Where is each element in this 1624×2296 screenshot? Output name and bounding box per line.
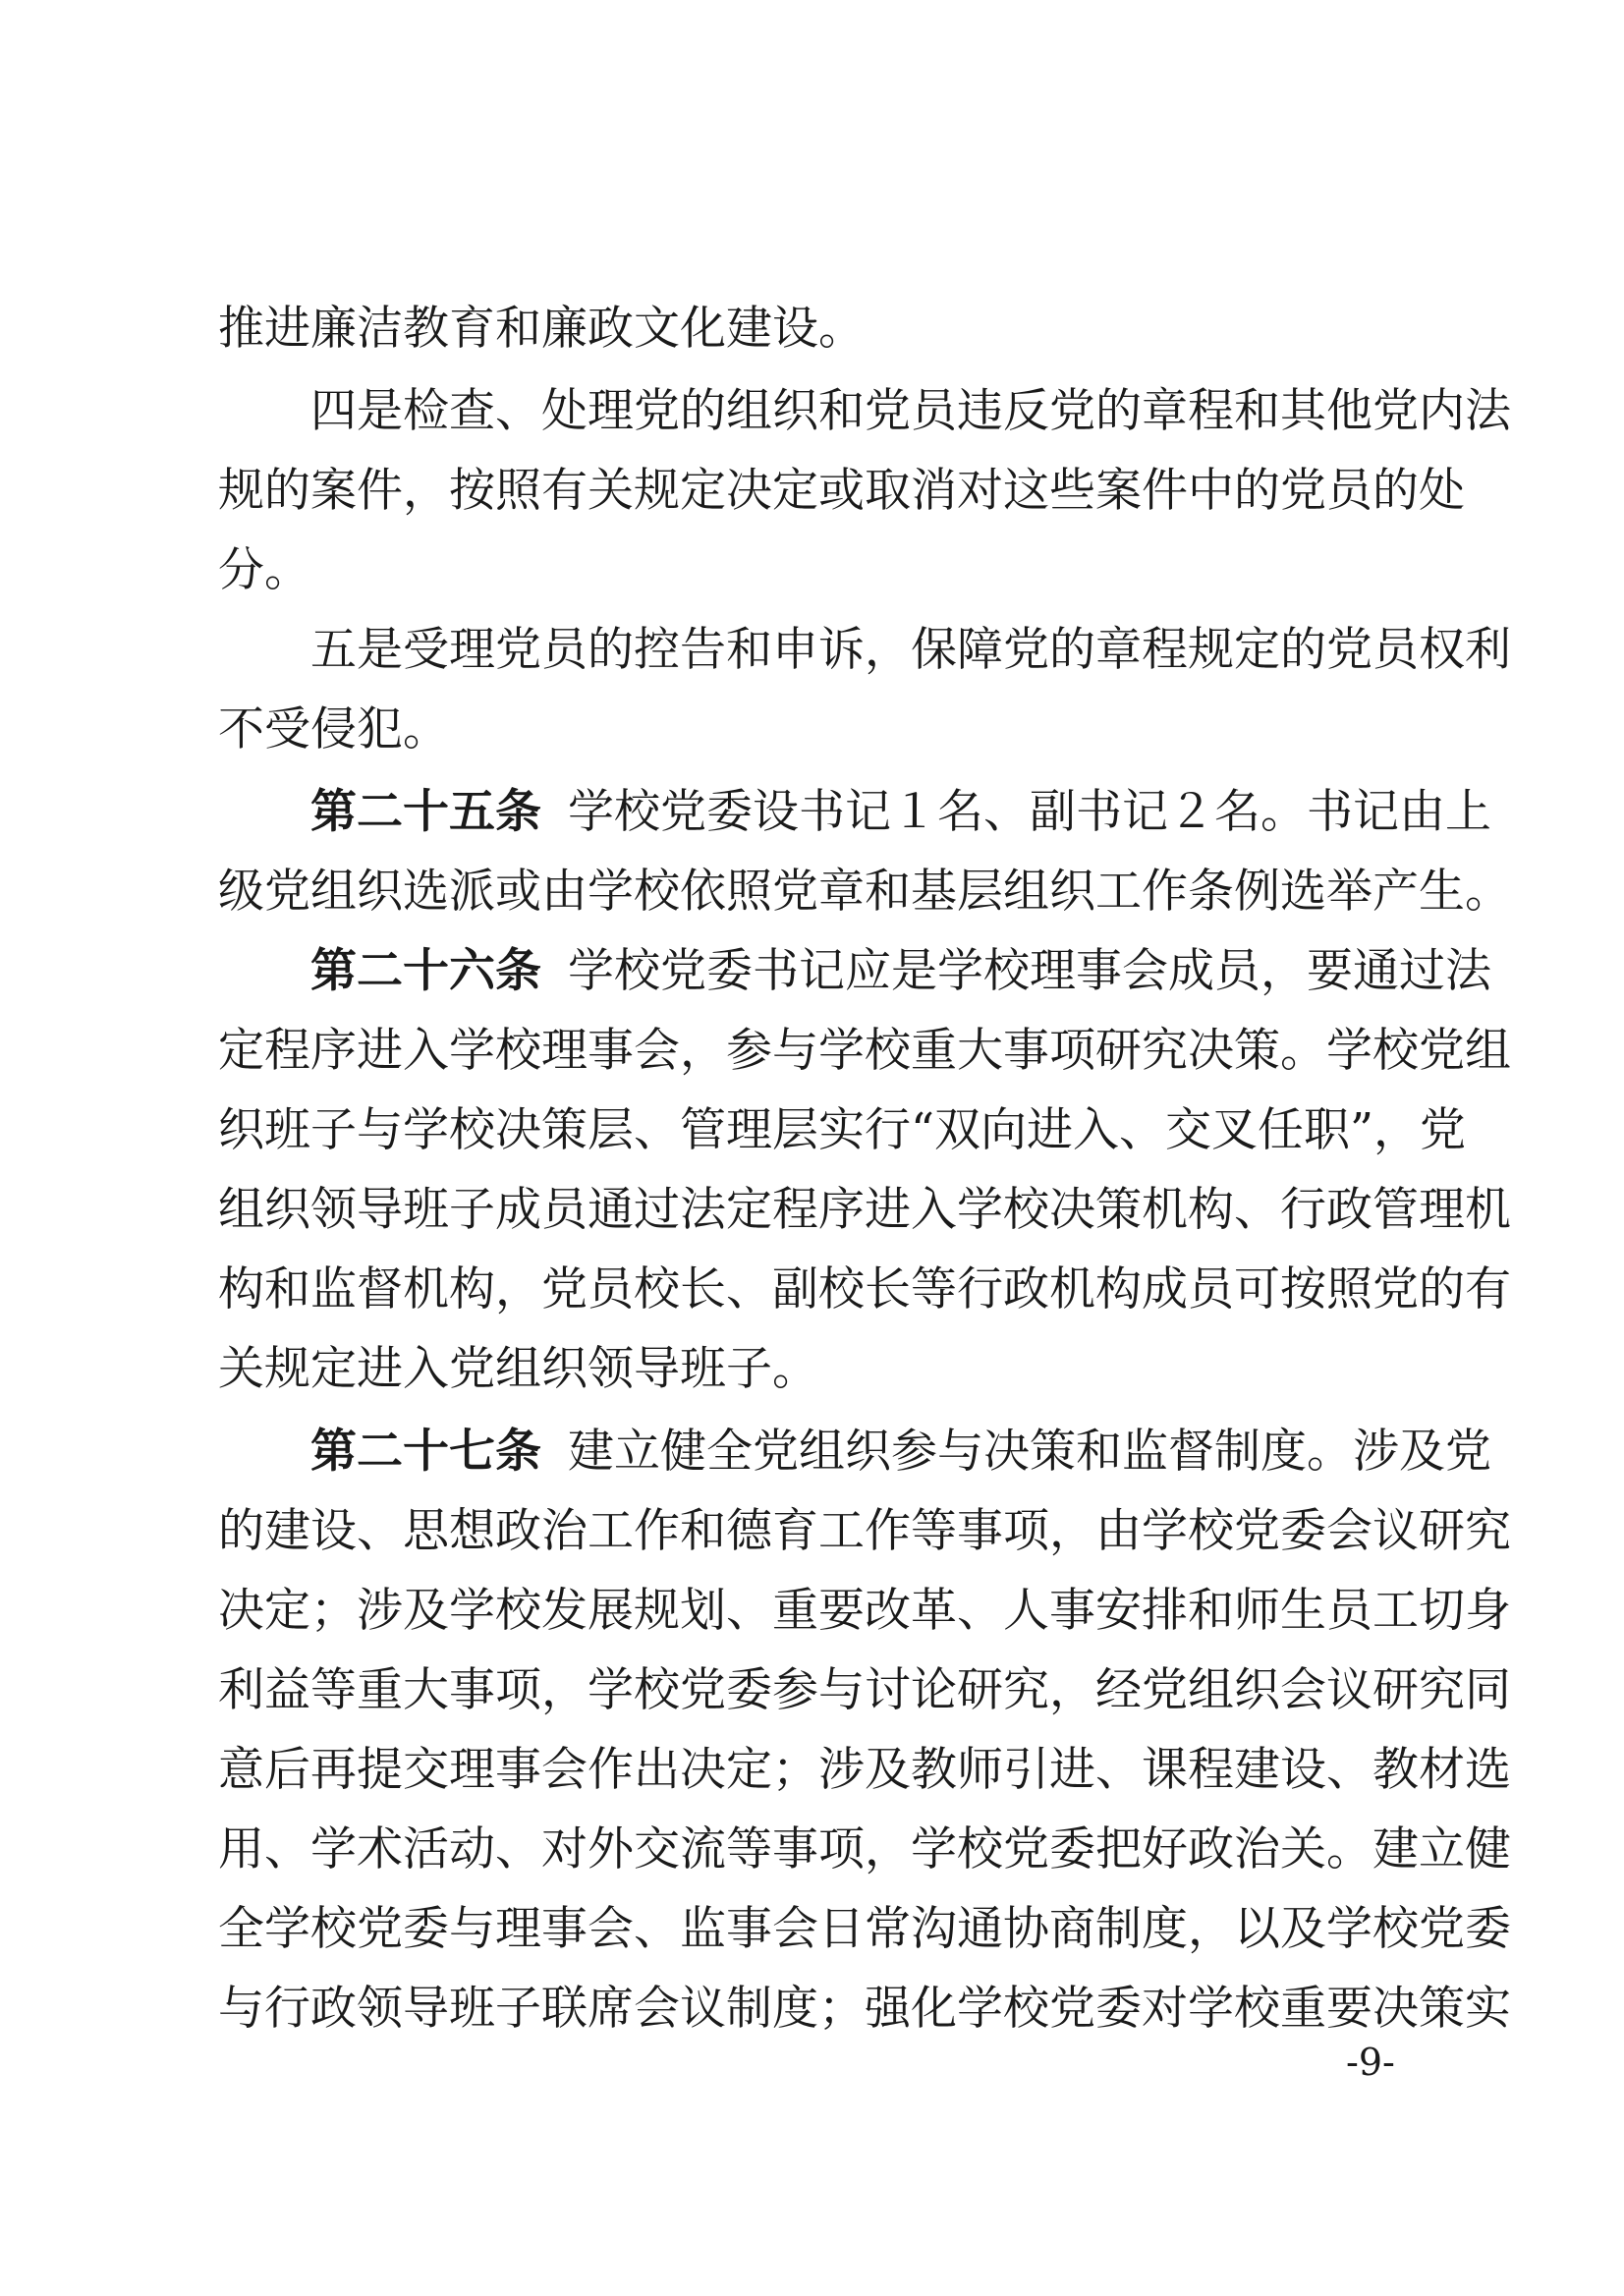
text-line: 组织领导班子成员通过法定程序进入学校决策机构、行政管理机 bbox=[218, 1183, 1511, 1237]
text-line: 五是受理党员的控告和申诉，保障党的章程规定的党员权利 bbox=[310, 623, 1511, 677]
article-heading: 第二十七条 bbox=[310, 1425, 541, 1479]
text-line: 推进廉洁教育和廉政文化建设。 bbox=[218, 302, 865, 356]
text-line: 级党组织选派或由学校依照党章和基层组织工作条例选举产生。 bbox=[218, 865, 1511, 919]
text-line: 不受侵犯。 bbox=[218, 702, 449, 756]
text-line: 四是检查、处理党的组织和党员违反党的章程和其他党内法 bbox=[310, 384, 1511, 438]
page-number: -9- bbox=[1346, 2041, 1395, 2084]
text-line: 利益等重大事项，学校党委参与讨论研究，经党组织会议研究同 bbox=[218, 1663, 1511, 1717]
text-line: 定程序进入学校理事会，参与学校重大事项研究决策。学校党组 bbox=[218, 1024, 1511, 1078]
text-line: 学校党委书记应是学校理事会成员，要通过法 bbox=[568, 944, 1491, 998]
text-line: 分。 bbox=[218, 543, 310, 597]
article-heading: 第二十六条 bbox=[310, 944, 541, 998]
article-heading: 第二十五条 bbox=[310, 785, 541, 839]
text-line: 规的案件，按照有关规定决定或取消对这些案件中的党员的处 bbox=[218, 464, 1465, 518]
text-line: 的建设、思想政治工作和德育工作等事项，由学校党委会议研究 bbox=[218, 1504, 1511, 1558]
text-line: 全学校党委与理事会、监事会日常沟通协商制度，以及学校党委 bbox=[218, 1902, 1511, 1956]
text-line: 用、学术活动、对外交流等事项，学校党委把好政治关。建立健 bbox=[218, 1822, 1511, 1876]
text-line: 学校党委设书记１名、副书记２名。书记由上 bbox=[568, 785, 1491, 839]
text-line: 建立健全党组织参与决策和监督制度。涉及党 bbox=[568, 1425, 1491, 1479]
text-line: 与行政领导班子联席会议制度；强化学校党委对学校重要决策实 bbox=[218, 1982, 1511, 2036]
text-line: 关规定进入党组织领导班子。 bbox=[218, 1342, 818, 1396]
text-line: 构和监督机构，党员校长、副校长等行政机构成员可按照党的有 bbox=[218, 1262, 1511, 1316]
text-line: 织班子与学校决策层、管理层实行“双向进入、交叉任职”，党 bbox=[218, 1103, 1467, 1157]
text-line: 意后再提交理事会作出决定；涉及教师引进、课程建设、教材选 bbox=[218, 1743, 1511, 1797]
text-line: 决定；涉及学校发展规划、重要改革、人事安排和师生员工切身 bbox=[218, 1584, 1511, 1638]
